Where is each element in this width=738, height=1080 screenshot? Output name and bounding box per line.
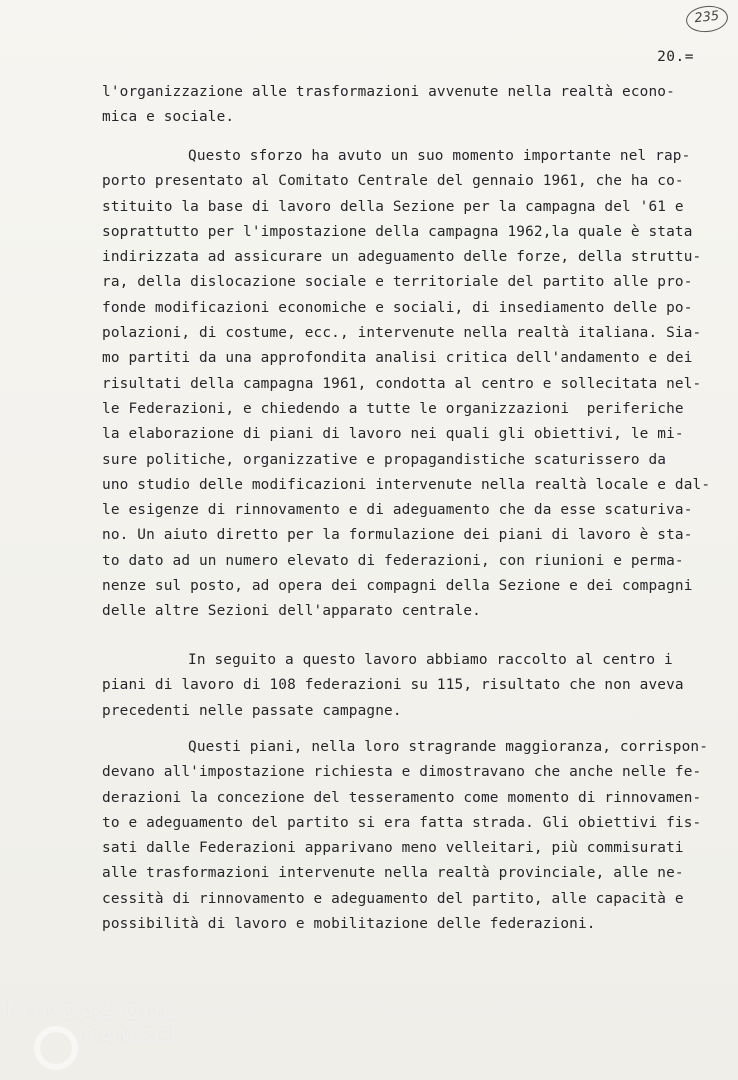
text-line: no. Un aiuto diretto per la formulazione dei piani di lavoro è sta- [102, 527, 693, 544]
text-line: In seguito a questo lavoro abbiamo raccolto al centro i [188, 652, 673, 668]
text-line: mo partiti da una approfondita analisi critica dell'andamento e dei [102, 350, 693, 367]
text-line: porto presentato al Comitato Centrale del gennaio 1961, che ha co- [102, 173, 684, 190]
text-line: delle altre Sezioni dell'apparato centrale. [102, 603, 481, 620]
text-line: la elaborazione di piani di lavoro nei quali gli obiettivi, le mi- [102, 426, 684, 443]
text-line: risultati della campagna 1961, condotta al centro e sollecitata nel- [102, 375, 702, 392]
text-line: le Federazioni, e chiedendo a tutte le organizzazioni periferiche [102, 400, 684, 417]
text-line: sure politiche, organizzative e propagandistiche scaturissero da [102, 451, 667, 468]
text-line: soprattutto per l'impostazione della campagna 1962,la quale è stata [102, 223, 693, 240]
archive-stamp: 235 [685, 4, 729, 34]
paragraph [102, 144, 711, 625]
text-line: ra, della dislocazione sociale e territoriale del partito alle pro- [102, 274, 693, 291]
page-number: 20.= [657, 49, 694, 65]
text-line: alle trasformazioni intervenute nella realtà provinciale, alle ne- [102, 865, 684, 882]
text-line: possibilità di lavoro e mobilitazione delle federazioni. [102, 916, 596, 933]
text-line: fonde modificazioni economiche e sociali, di insediamento delle po- [102, 299, 693, 316]
text-line: nenze sul posto, ad opera dei compagni della Sezione e dei compagni [102, 578, 693, 595]
paragraph [102, 648, 702, 724]
text-line: mica e sociale. [102, 109, 235, 126]
text-line: cessità di rinnovamento e adeguamento del partito, alle capacità e [102, 890, 684, 907]
text-line: Questo sforzo ha avuto un suo momento importante nel rap- [188, 148, 691, 164]
paragraph [102, 735, 709, 937]
text-line: uno studio delle modificazioni intervenute nella realtà locale e dal- [102, 476, 711, 493]
watermark-line-1: FONDAZIONE [6, 1000, 178, 1024]
watermark-line-2: RAMSCI [82, 1024, 179, 1048]
paragraph [102, 80, 702, 131]
text-line: piani di lavoro di 108 federazioni su 115, risultato che non aveva [102, 677, 684, 694]
text-line: stituito la base di lavoro della Sezione per la campagna del '61 e [102, 198, 684, 215]
text-line: derazioni la concezione del tesseramento come momento di rinnovamen- [102, 789, 702, 806]
fondazione-gramsci-watermark [6, 1000, 196, 1078]
text-line: to dato ad un numero elevato di federazioni, con riunioni e perma- [102, 552, 684, 569]
watermark-g-logo-icon [34, 1026, 78, 1070]
text-line: precedenti nelle passate campagne. [102, 702, 402, 719]
text-line: indirizzata ad assicurare un adeguamento delle forze, della struttu- [102, 249, 702, 266]
text-line: to e adeguamento del partito si era fatta strada. Gli obiettivi fis- [102, 814, 702, 831]
text-line: l'organizzazione alle trasformazioni avvenute nella realtà econo- [102, 84, 675, 100]
text-line: polazioni, di costume, ecc., intervenute nella realtà italiana. Sia- [102, 325, 702, 342]
text-line: sati dalle Federazioni apparivano meno velleitari, più commisurati [102, 840, 684, 857]
text-line: Questi piani, nella loro stragrande maggioranza, corrispon- [188, 739, 709, 755]
text-line: le esigenze di rinnovamento e di adeguamento che da esse scaturiva- [102, 502, 693, 519]
text-line: devano all'impostazione richiesta e dimostravano che anche nelle fe- [102, 764, 702, 781]
